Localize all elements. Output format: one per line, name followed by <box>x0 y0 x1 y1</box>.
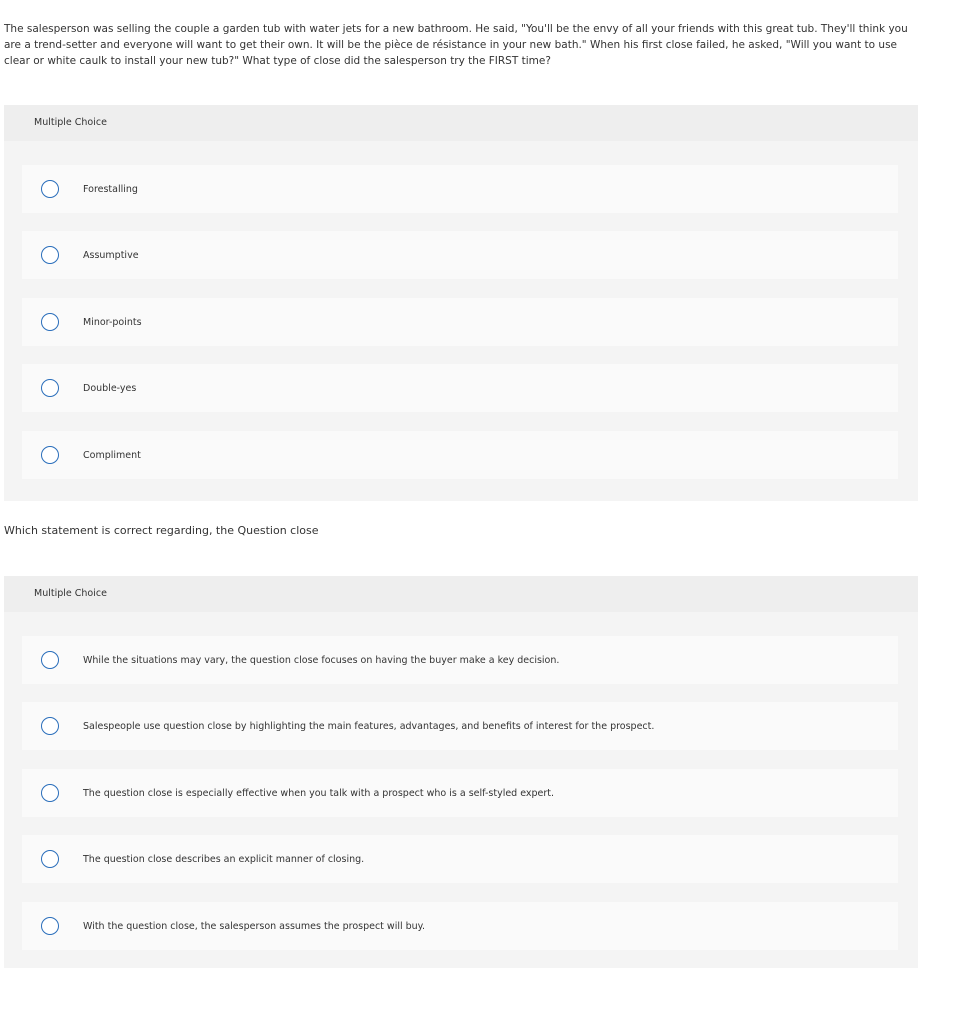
question-1-prompt: The salesperson was selling the couple a garden tub with water jets for a new bathroom. He said, "You'll be the envy of all your friends with this great tub. They'll think you are a trend-setter and everyone will want to get their own. It will be the pièce de résistance in your new bath." When his first close failed, he asked, "Will you want to use clear or white caulk to install your new tub?" What type of close did the salesperson try the FIRST time? <box>4 23 908 67</box>
answer-option[interactable] <box>22 298 898 346</box>
radio-button-icon[interactable] <box>41 784 59 802</box>
question-2-multiple-choice <box>4 576 918 968</box>
answer-option-label: The question close describes an explicit manner of closing. <box>83 853 365 865</box>
answer-option[interactable] <box>22 165 898 213</box>
question-type-label: Multiple Choice <box>4 105 918 141</box>
radio-button-icon[interactable] <box>41 180 59 198</box>
question-1-multiple-choice <box>4 105 918 501</box>
radio-button-icon[interactable] <box>41 446 59 464</box>
radio-button-icon[interactable] <box>41 917 59 935</box>
answer-option-label: Salespeople use question close by highlighting the main features, advantages, and benefits of interest for the prospect. <box>83 720 655 732</box>
radio-button-icon[interactable] <box>41 651 59 669</box>
answer-option-label: With the question close, the salesperson assumes the prospect will buy. <box>83 920 425 932</box>
radio-button-icon[interactable] <box>41 717 59 735</box>
radio-button-icon[interactable] <box>41 850 59 868</box>
answer-option[interactable] <box>22 431 898 479</box>
answer-option-label: Double-yes <box>83 382 137 394</box>
radio-button-icon[interactable] <box>41 246 59 264</box>
question-type-label: Multiple Choice <box>4 576 918 612</box>
answer-option[interactable] <box>22 231 898 279</box>
answer-option[interactable] <box>22 769 898 817</box>
answer-option[interactable] <box>22 835 898 883</box>
answer-option[interactable] <box>22 902 898 950</box>
radio-button-icon[interactable] <box>41 379 59 397</box>
answer-option-label: Assumptive <box>83 249 139 261</box>
answer-option-label: Compliment <box>83 449 141 461</box>
answer-option[interactable] <box>22 364 898 412</box>
answer-option[interactable] <box>22 636 898 684</box>
answer-option-label: Minor-points <box>83 316 142 328</box>
answer-option-label: Forestalling <box>83 183 138 195</box>
question-2-prompt: Which statement is correct regarding, the Question close <box>4 524 319 537</box>
answer-option-label: While the situations may vary, the question close focuses on having the buyer make a key decision. <box>83 654 560 666</box>
answer-option-label: The question close is especially effective when you talk with a prospect who is a self-styled expert. <box>83 787 555 799</box>
radio-button-icon[interactable] <box>41 313 59 331</box>
answer-option[interactable] <box>22 702 898 750</box>
